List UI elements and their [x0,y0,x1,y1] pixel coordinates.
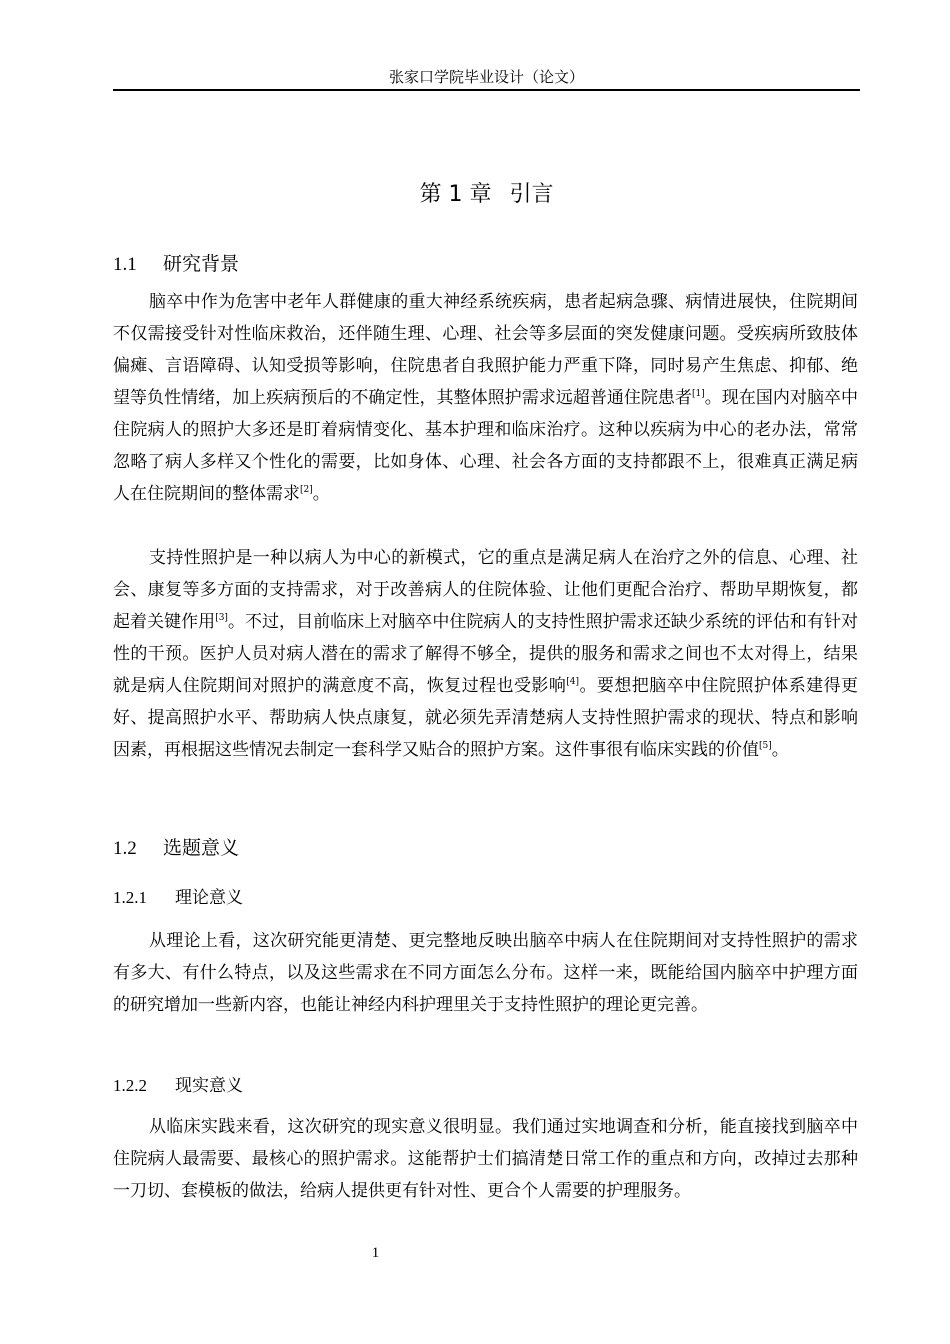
subsection-number: 1.2.1 [113,888,147,907]
citation-1: [1] [692,389,705,399]
section-number: 1.1 [113,254,137,275]
paragraph-theoretical-significance: 从理论上看，这次研究能更清楚、更完整地反映出脑卒中病人在住院期间对支持性照护的需求有多大、有什么特点，以及这些需求在不同方面怎么分布。这样一来，既能给国内脑卒中护理方面的研究增加一些新内容，也能让神经内科护理里关于支持性照护的理论更完善。 [113,931,858,1015]
citation-4: [4] [566,677,580,687]
text-run: 。要想把脑卒中住院照护体系建得更好、提高照护水平、帮助病人快点康复，就必须先弄清楚病人支持性照护需求的现状、特点和影响因素，再根据这些情况去制定一套科学又贴合的照护方案。这件事很有临床实践的价值 [113,676,858,760]
section-heading-1-1 [113,250,239,279]
section-heading-1-2 [113,834,239,863]
section-title: 选题意义 [163,837,240,859]
subsection-title: 现实意义 [175,1076,243,1096]
paragraph-practical-significance: 从临床实践来看，这次研究的现实意义很明显。我们通过实地调查和分析，能直接找到脑卒中住院病人最需要、最核心的照护需求。这能帮护士们搞清楚日常工作的重点和方向，改掉过去那种一刀切、套模板的做法，给病人提供更有针对性、更合个人需要的护理服务。 [113,1117,858,1201]
text-run: 。不过，目前临床上对脑卒中住院病人的支持性照护需求还缺少系统的评估和有针对性的干预。医护人员对病人潜在的需求了解得不够全，提供的服务和需求之间也不太对得上，结果就是病人住院期间对照护的满意度不高，恢复过程也受影响 [113,612,859,696]
subsection-number: 1.2.2 [113,1076,147,1095]
section-title: 研究背景 [163,253,240,275]
page-number: 1 [371,1245,380,1261]
text-run: 脑卒中作为危害中老年人群健康的重大神经系统疾病，患者起病急骤、病情进展快，住院期间不仅需接受针对性临床救治，还伴随生理、心理、社会等多层面的突发健康问题。受疾病所致肢体偏瘫、言语障碍、认知受损等影响，住院患者自我照护能力严重下降，同时易产生焦虑、抑郁、绝望等负性情绪，加上疾病预后的不确定性，其整体照护需求远超普通住院患者 [113,292,858,408]
subsection-title: 理论意义 [175,888,243,908]
citation-2: [2] [300,485,313,495]
text-run: 。 [312,484,330,504]
subsection-heading-1-2-2 [113,1073,243,1099]
section-number: 1.2 [113,838,137,859]
text-run: 。现在国内对脑卒中住院病人的照护大多还是盯着病情变化、基本护理和临床治疗。这种以疾病为中心的老办法，常常忽略了病人多样又个性化的需要，比如身体、心理、社会各方面的支持都跟不上，很难真正满足病人在住院期间的整体需求 [113,388,859,504]
text-run: 。 [771,740,789,760]
chapter-name: 引言 [509,182,554,207]
running-header: 张家口学院毕业设计（论文） [388,68,584,86]
chapter-title [113,180,860,210]
paragraph-background-2 [113,542,858,766]
subsection-heading-1-2-1 [113,885,243,911]
citation-5: [5] [759,741,772,751]
paragraph-background-1 [113,286,858,510]
citation-3: [3] [215,613,228,623]
text-run: 支持性照护是一种以病人为中心的新模式，它的重点是满足病人在治疗之外的信息、心理、社会、康复等多方面的支持需求，对于改善病人的住院体验、让他们更配合治疗、帮助早期恢复，都起着关键作用 [113,548,858,632]
chapter-number: 第 1 章 [419,182,492,207]
header-rule [113,89,860,91]
